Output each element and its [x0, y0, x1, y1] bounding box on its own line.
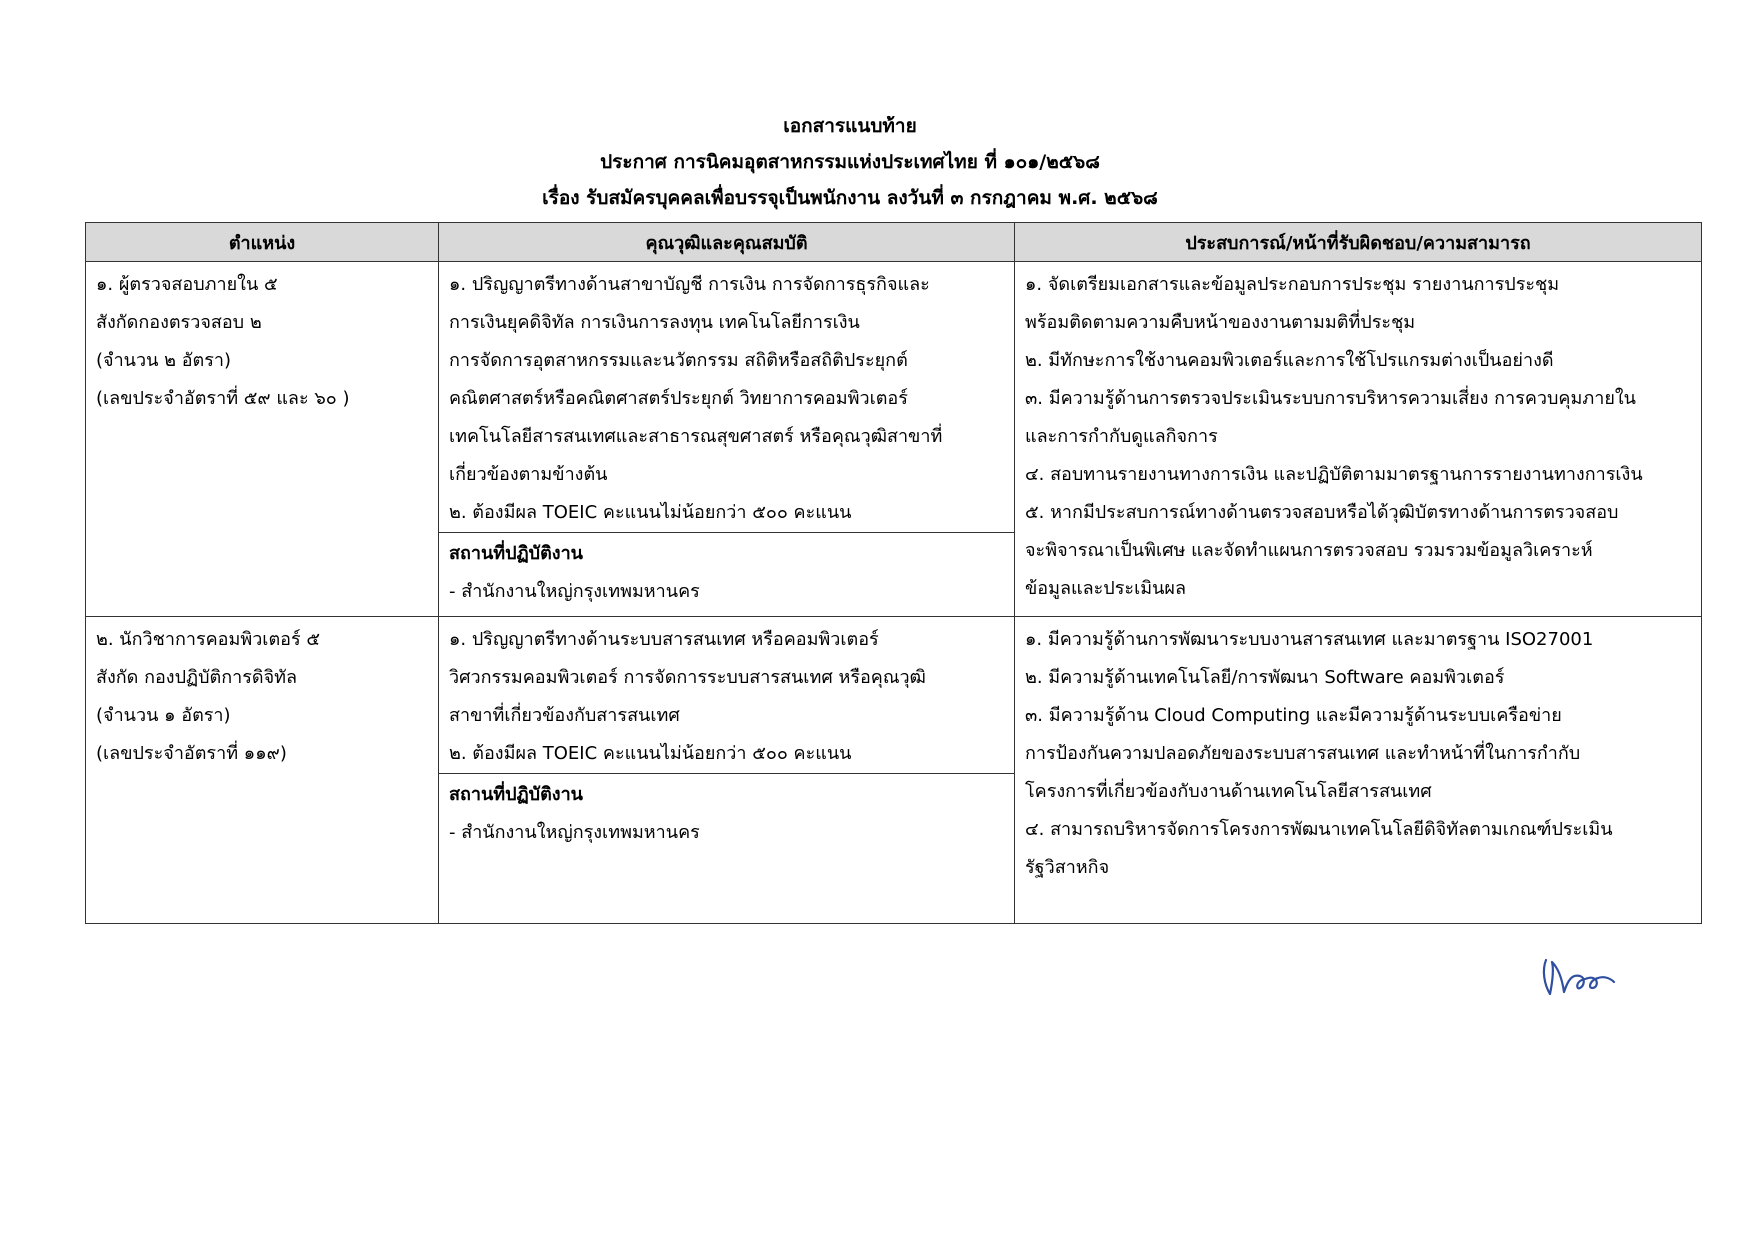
table-row [86, 617, 1702, 924]
column-header-experience: ประสบการณ์/หน้าที่รับผิดชอบ/ความสามารถ [1015, 223, 1702, 262]
position-count: (จำนวน ๒ อัตรา) [96, 350, 231, 371]
recruitment-table [85, 222, 1702, 924]
position-cell [86, 262, 439, 617]
header-title: เอกสารแนบท้าย [783, 115, 917, 137]
experience-line: รัฐวิสาหกิจ [1025, 857, 1110, 878]
work-location-heading: สถานที่ปฏิบัติงาน [449, 543, 583, 564]
qualification-line: ๑. ปริญญาตรีทางด้านสาขาบัญชี การเงิน การจัดการธุรกิจและ [449, 274, 930, 295]
experience-line: ข้อมูลและประเมินผล [1025, 578, 1186, 599]
work-location: - สำนักงานใหญ่กรุงเทพมหานคร [449, 822, 700, 843]
experience-line: ๔. สามารถบริหารจัดการโครงการพัฒนาเทคโนโลยีดิจิทัลตามเกณฑ์ประเมิน [1025, 819, 1613, 840]
experience-line: ๕. หากมีประสบการณ์ทางด้านตรวจสอบหรือได้วุฒิบัตรทางด้านการตรวจสอบ [1025, 502, 1619, 523]
experience-line: ๔. สอบทานรายงานทางการเงิน และปฏิบัติตามมาตรฐานการรายงานทางการเงิน [1025, 464, 1643, 485]
experience-cell [1015, 262, 1702, 617]
position-title: ๑. ผู้ตรวจสอบภายใน ๕ [96, 274, 278, 295]
qualification-line: เทคโนโลยีสารสนเทศและสาธารณสุขศาสตร์ หรือคุณวุฒิสาขาที่ [449, 426, 943, 447]
experience-cell [1015, 617, 1702, 924]
table-row [86, 262, 1702, 617]
handwritten-signature [1540, 950, 1630, 1010]
document-header [0, 108, 1700, 216]
qualification-line: วิศวกรรมคอมพิวเตอร์ การจัดการระบบสารสนเทศ หรือคุณวุฒิ [449, 667, 926, 688]
experience-line: ๑. จัดเตรียมเอกสารและข้อมูลประกอบการประชุม รายงานการประชุม [1025, 274, 1560, 295]
experience-line: ๓. มีความรู้ด้านการตรวจประเมินระบบการบริหารความเสี่ยง การควบคุมภายใน [1025, 388, 1636, 409]
work-location: - สำนักงานใหญ่กรุงเทพมหานคร [449, 581, 700, 602]
position-title: ๒. นักวิชาการคอมพิวเตอร์ ๕ [96, 629, 320, 650]
qualification-line: เกี่ยวข้องตามข้างต้น [449, 464, 608, 485]
work-location-section [439, 776, 1014, 856]
position-cell [86, 617, 439, 924]
experience-line: โครงการที่เกี่ยวข้องกับงานด้านเทคโนโลยีสารสนเทศ [1025, 781, 1432, 802]
qualification-line: สาขาที่เกี่ยวข้องกับสารสนเทศ [449, 705, 680, 726]
qualification-line: ๑. ปริญญาตรีทางด้านระบบสารสนเทศ หรือคอมพิวเตอร์ [449, 629, 879, 650]
position-department: สังกัด กองปฏิบัติการดิจิทัล [96, 667, 298, 688]
qualification-line: การเงินยุคดิจิทัล การเงินการลงทุน เทคโนโลยีการเงิน [449, 312, 860, 333]
header-subject: เรื่อง รับสมัครบุคคลเพื่อบรรจุเป็นพนักงาน ลงวันที่ ๓ กรกฎาคม พ.ศ. ๒๕๖๘ [542, 187, 1158, 209]
experience-line: ๑. มีความรู้ด้านการพัฒนาระบบงานสารสนเทศ และมาตรฐาน ISO27001 [1025, 629, 1594, 650]
work-location-heading: สถานที่ปฏิบัติงาน [449, 784, 583, 805]
experience-line: ๒. มีทักษะการใช้งานคอมพิวเตอร์และการใช้โปรแกรมต่างเป็นอย่างดี [1025, 350, 1554, 371]
experience-line: พร้อมติดตามความคืบหน้าของงานตามมติที่ประชุม [1025, 312, 1416, 333]
work-location-section [439, 535, 1014, 615]
experience-line: การป้องกันความปลอดภัยของระบบสารสนเทศ และทำหน้าที่ในการกำกับ [1025, 743, 1581, 764]
qualifications-list [439, 262, 1014, 533]
position-count: (จำนวน ๑ อัตรา) [96, 705, 231, 726]
column-header-position: ตำแหน่ง [86, 223, 439, 262]
qualification-line: ๒. ต้องมีผล TOEIC คะแนนไม่น้อยกว่า ๕๐๐ คะแนน [449, 502, 852, 523]
qualification-line: คณิตศาสตร์หรือคณิตศาสตร์ประยุกต์ วิทยาการคอมพิวเตอร์ [449, 388, 908, 409]
experience-line: จะพิจารณาเป็นพิเศษ และจัดทำแผนการตรวจสอบ รวมรวมข้อมูลวิเคราะห์ [1025, 540, 1593, 561]
qualifications-cell [439, 617, 1015, 924]
experience-line: ๒. มีความรู้ด้านเทคโนโลยี/การพัฒนา Software คอมพิวเตอร์ [1025, 667, 1505, 688]
table-header-row [86, 223, 1702, 262]
qualifications-cell [439, 262, 1015, 617]
qualification-line: ๒. ต้องมีผล TOEIC คะแนนไม่น้อยกว่า ๕๐๐ คะแนน [449, 743, 852, 764]
column-header-qualifications: คุณวุฒิและคุณสมบัติ [439, 223, 1015, 262]
position-department: สังกัดกองตรวจสอบ ๒ [96, 312, 262, 333]
position-number: (เลขประจำอัตราที่ ๑๑๙) [96, 743, 287, 764]
header-announcement: ประกาศ การนิคมอุตสาหกรรมแห่งประเทศไทย ที่ ๑๐๑/๒๕๖๘ [600, 151, 1100, 173]
position-number: (เลขประจำอัตราที่ ๕๙ และ ๖๐ ) [96, 388, 350, 409]
qualifications-list [439, 617, 1014, 774]
qualification-line: การจัดการอุตสาหกรรมและนวัตกรรม สถิติหรือสถิติประยุกต์ [449, 350, 908, 371]
experience-line: และการกำกับดูแลกิจการ [1025, 426, 1218, 447]
experience-line: ๓. มีความรู้ด้าน Cloud Computing และมีความรู้ด้านระบบเครือข่าย [1025, 705, 1562, 726]
signature-stroke [1544, 960, 1614, 994]
